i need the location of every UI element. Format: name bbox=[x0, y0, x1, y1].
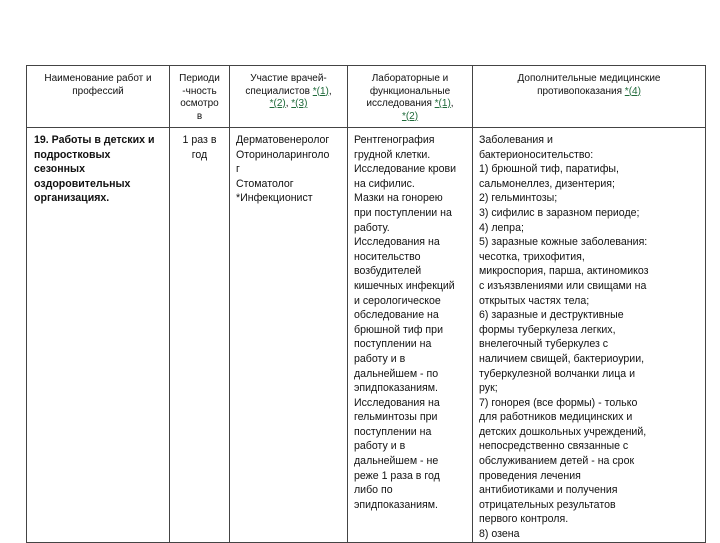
text-line: 19. Работы в детских и bbox=[34, 134, 155, 146]
text-line: 4) лепра; bbox=[479, 221, 524, 234]
cell-specialists bbox=[230, 128, 348, 543]
header-text: специалистов bbox=[245, 85, 310, 97]
text-line: открытых частях тела; bbox=[479, 294, 590, 307]
text-line: с изъязвлениями или свищами на bbox=[479, 279, 647, 292]
text-line: возбудителей bbox=[354, 265, 422, 278]
text-line: проведения лечения bbox=[479, 469, 581, 482]
text-line: 1) брюшной тиф, паратифы, bbox=[479, 163, 619, 176]
text-line: туберкулезной волчанки лица и bbox=[479, 367, 636, 380]
header-text: профессий bbox=[72, 85, 124, 97]
text-line: рук; bbox=[479, 382, 498, 395]
header-text: Дополнительные медицинские bbox=[517, 73, 661, 84]
text-line: либо по bbox=[354, 484, 393, 497]
header-works bbox=[27, 66, 170, 128]
cell-contraindications bbox=[473, 128, 706, 543]
text-line: сальмонеллез, дизентерия; bbox=[479, 177, 615, 190]
text-line: обслуживанием детей - на срок bbox=[479, 455, 635, 468]
text-line: г bbox=[236, 163, 240, 176]
text-line: 7) гонорея (все формы) - только bbox=[479, 396, 638, 409]
text-line: при поступлении на bbox=[354, 206, 452, 219]
text-line: организациях. bbox=[34, 192, 110, 205]
text-line: кишечных инфекций bbox=[354, 279, 455, 292]
text-line: подростковых bbox=[34, 148, 111, 161]
footnote-link-1[interactable]: *(1) bbox=[434, 98, 451, 109]
text-line: 8) озена bbox=[479, 528, 520, 541]
text-line: эпидпоказаниям. bbox=[354, 382, 438, 395]
text-line: сезонных bbox=[34, 163, 85, 176]
text-line: работу и в bbox=[354, 352, 406, 365]
text-line: первого контроля. bbox=[479, 513, 569, 526]
separator: , bbox=[285, 98, 292, 109]
header-text: Участие врачей- bbox=[250, 73, 327, 84]
table-row bbox=[27, 128, 706, 543]
text-line: Стоматолог bbox=[236, 177, 294, 190]
text-line: чесотка, трихофития, bbox=[479, 250, 585, 263]
text-line: Исследования на bbox=[354, 396, 440, 409]
header-text: в bbox=[196, 110, 203, 122]
text-line: гельминтозы при bbox=[354, 411, 438, 424]
header-text: Периоди bbox=[179, 73, 220, 84]
header-line bbox=[230, 86, 347, 99]
header-row bbox=[27, 66, 706, 128]
cell-work bbox=[27, 128, 170, 543]
text-line: Исследование крови bbox=[354, 163, 457, 176]
footnote-link-1[interactable]: *(1) bbox=[312, 85, 329, 97]
text-line: носительство bbox=[354, 250, 421, 263]
footnote-link-3[interactable]: *(3) bbox=[291, 98, 308, 109]
text-line: отрицательных результатов bbox=[479, 498, 616, 511]
text-line: 3) сифилис в заразном периоде; bbox=[479, 206, 640, 219]
text-line: оздоровительных bbox=[34, 177, 131, 190]
text-line: эпидпоказаниям. bbox=[354, 498, 438, 511]
text-line: Оториноларинголо bbox=[236, 148, 330, 161]
separator: , bbox=[450, 98, 454, 109]
text-line: для работников медицинских и bbox=[479, 411, 633, 424]
footnote-link-2[interactable]: *(2) bbox=[401, 110, 419, 122]
text-line: дальнейшем - по bbox=[354, 367, 439, 380]
header-line bbox=[348, 98, 472, 111]
text-line: 1 раз в bbox=[182, 134, 217, 146]
text-line: микроспория, парша, актиномикоз bbox=[479, 265, 649, 278]
header-text: Наименование работ и bbox=[44, 73, 152, 84]
text-line: непосредственно связанные с bbox=[479, 440, 629, 453]
header-text: осмотро bbox=[180, 98, 219, 109]
footnote-link-2[interactable]: *(2) bbox=[269, 98, 286, 109]
text-line: Мазки на гонорею bbox=[354, 192, 443, 205]
text-line: поступлении на bbox=[354, 338, 432, 351]
footnote-link-4[interactable]: *(4) bbox=[624, 85, 641, 97]
text-line: работу. bbox=[354, 221, 390, 234]
text-line: 5) заразные кожные заболевания: bbox=[479, 236, 648, 249]
header-contraindications bbox=[473, 66, 706, 128]
text-line: год bbox=[191, 148, 208, 161]
text-line: бактерионосительство: bbox=[479, 148, 594, 161]
text-line: работу и в bbox=[354, 440, 406, 453]
text-line: обследование на bbox=[354, 309, 439, 322]
text-line: поступлении на bbox=[354, 425, 432, 438]
cell-lab bbox=[348, 128, 473, 543]
header-line bbox=[348, 111, 472, 124]
separator: , bbox=[328, 85, 332, 97]
text-line: и серологическое bbox=[354, 294, 441, 307]
text-line: Дерматовенеролог bbox=[236, 134, 330, 146]
header-text: -чность bbox=[182, 85, 217, 97]
header-line bbox=[473, 86, 705, 99]
header-text: Лабораторные и bbox=[371, 73, 449, 84]
header-lab bbox=[348, 66, 473, 128]
exam-table bbox=[26, 65, 706, 543]
text-line: на сифилис. bbox=[354, 177, 415, 190]
text-line: 6) заразные и деструктивные bbox=[479, 309, 624, 322]
text-line: внелегочный туберкулез с bbox=[479, 338, 609, 351]
header-text: противопоказания bbox=[537, 85, 623, 97]
header-periodicity bbox=[170, 66, 230, 128]
text-line: формы туберкулеза легких, bbox=[479, 323, 616, 336]
header-text: функциональные bbox=[369, 85, 451, 97]
text-line: реже 1 раза в год bbox=[354, 469, 440, 482]
header-line bbox=[230, 98, 347, 111]
text-line: грудной клетки. bbox=[354, 148, 431, 161]
cell-period bbox=[170, 128, 230, 543]
header-specialists bbox=[230, 66, 348, 128]
header-text: исследования bbox=[366, 98, 432, 109]
text-line: детских дошкольных учреждений, bbox=[479, 425, 647, 438]
text-line: Заболевания и bbox=[479, 134, 553, 146]
text-line: брюшной тиф при bbox=[354, 323, 443, 336]
text-line: дальнейшем - не bbox=[354, 455, 439, 468]
text-line: антибиотиками и получения bbox=[479, 484, 618, 497]
text-line: наличием свищей, бактериоурии, bbox=[479, 352, 645, 365]
text-line: Рентгенография bbox=[354, 134, 435, 146]
text-line: *Инфекционист bbox=[236, 192, 313, 205]
text-line: Исследования на bbox=[354, 236, 440, 249]
text-line: 2) гельминтозы; bbox=[479, 192, 558, 205]
